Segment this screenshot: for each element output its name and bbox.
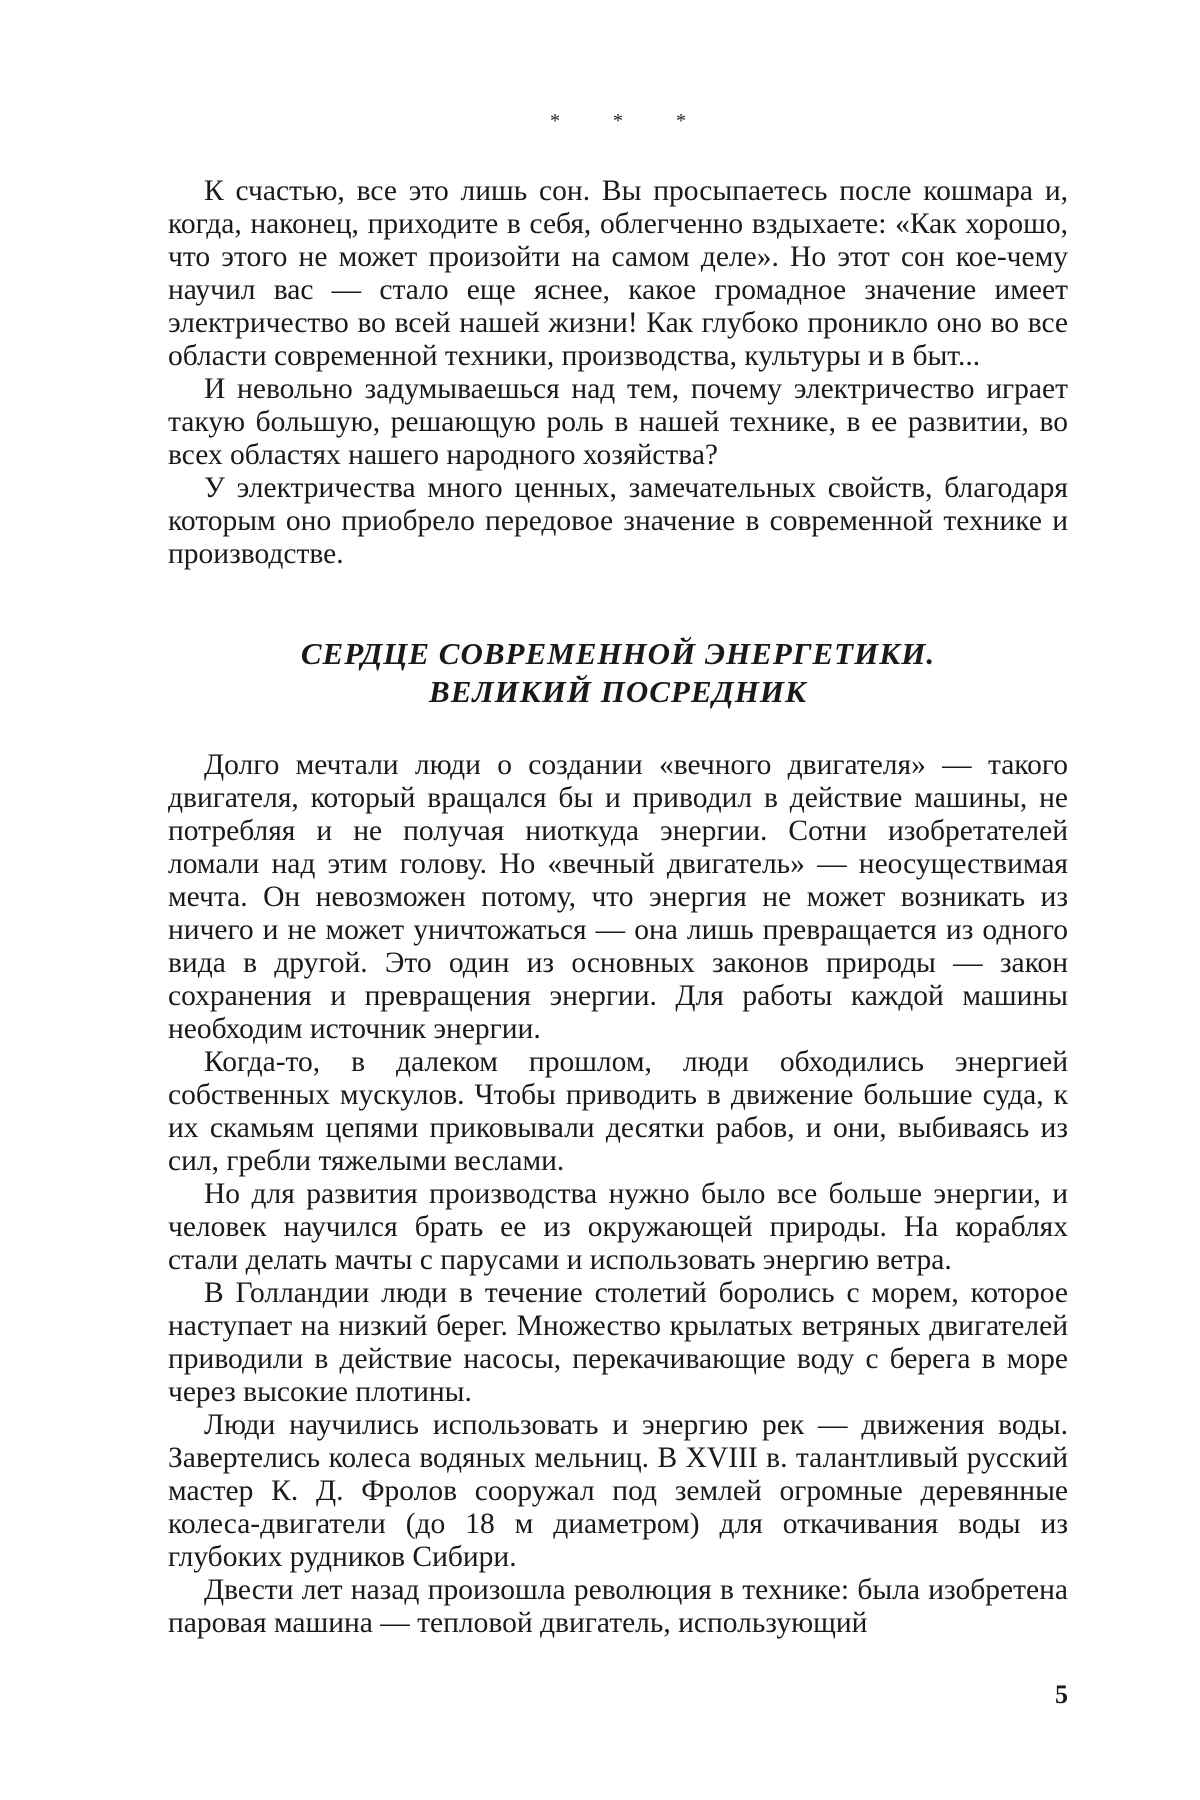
page-body (168, 110, 1068, 1640)
section-heading-line-1: СЕРДЦЕ СОВРЕМЕННОЙ ЭНЕРГЕТИКИ. (300, 636, 936, 671)
body-paragraph-5: Люди научились использовать и энергию рек — движения воды. Завертелись колеса водяных мельниц. В XVIII в. талантливый русский мастер К. Д. Фролов сооружал под землей огромные деревянные колеса-двигатели (до 18 м диаметром) для откачивания воды из глубоких рудников Сибири. (168, 1409, 1068, 1573)
section-heading-line-2: ВЕЛИКИЙ ПОСРЕДНИК (429, 674, 807, 709)
body-paragraph-4: В Голландии люди в течение столетий боролись с морем, которое наступает на низкий берег. Множество крылатых ветряных двигателей приводили в действие насосы, перекачивающие воду с берега в море через высокие плотины. (168, 1277, 1068, 1408)
intro-paragraph-1: К счастью, все это лишь сон. Вы просыпаетесь после кошмара и, когда, наконец, приходите в себя, облегченно вздыхаете: «Как хорошо, что этого не может произойти на самом деле». Но этот сон кое-чему научил вас — стало еще яснее, какое громадное значение имеет электричество во всей нашей жизни! Как глубоко проникло оно во все области современной техники, производства, культуры и в быт... (168, 175, 1068, 372)
section-separator: * * * (550, 110, 710, 132)
intro-paragraph-3: У электричества много ценных, замечательных свойств, благодаря которым оно приобрело передовое значение в современной технике и производстве. (168, 472, 1068, 570)
section-heading (168, 635, 1068, 711)
body-paragraph-1: Долго мечтали люди о создании «вечного двигателя» — такого двигателя, который вращался бы и приводил в действие машины, не потребляя и не получая ниоткуда энергии. Сотни изобретателей ломали над этим голову. Но «вечный двигатель» — неосуществимая мечта. Он невозможен потому, что энергия не может возникать из ничего и не может уничтожаться — она лишь превращается из одного вида в другой. Это один из основных законов природы — закон сохранения и превращения энергии. Для работы каждой машины необходим источник энергии. (168, 749, 1068, 1045)
body-paragraph-6: Двести лет назад произошла революция в технике: была изобретена паровая машина — тепловой двигатель, использующий (168, 1574, 1068, 1639)
body-paragraph-3: Но для развития производства нужно было все больше энергии, и человек научился брать ее из окружающей природы. На кораблях стали делать мачты с парусами и использовать энергию ветра. (168, 1178, 1068, 1276)
page-number: 5 (1055, 1680, 1068, 1709)
body-paragraph-2: Когда-то, в далеком прошлом, люди обходились энергией собственных мускулов. Чтобы приводить в движение большие суда, к их скамьям цепями приковывали десятки рабов, и они, выбиваясь из сил, гребли тяжелыми веслами. (168, 1046, 1068, 1177)
intro-paragraph-2: И невольно задумываешься над тем, почему электричество играет такую большую, решающую роль в нашей технике, в ее развитии, во всех областях нашего народного хозяйства? (168, 373, 1068, 471)
